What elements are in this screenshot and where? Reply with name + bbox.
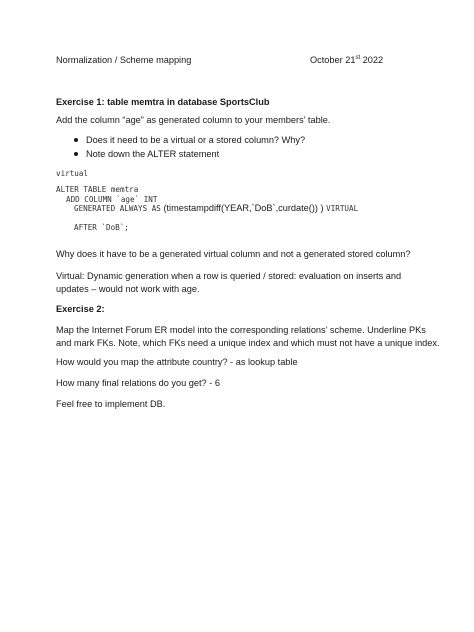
code-line-4: AFTER `DoB`; — [74, 223, 129, 232]
bullet-marker — [74, 138, 78, 142]
exercise2-para-line-1: Map the Internet Forum ER model into the corresponding relations’ scheme. Underline PKs — [56, 325, 426, 335]
exercise1-instruction: Add the column “age” as generated column to your members’ table. — [56, 115, 331, 125]
document-date — [310, 54, 383, 66]
exercise1-answer-line-1: Virtual: Dynamic generation when a row is queried / stored: evaluation on inserts and — [56, 271, 402, 281]
date-ordinal: st — [355, 55, 361, 61]
code-line-3-start: GENERATED ALWAYS AS — [74, 204, 161, 213]
code-line-2: ADD COLUMN `age` INT — [66, 195, 158, 204]
exercise1-question: Why does it have to be a generated virtual column and not a generated stored column? — [56, 249, 411, 259]
code-line-3 — [74, 202, 358, 215]
exercise2-para-line-2: and mark FKs. Note, which FKs need a unique index and which must not have a unique index. — [56, 338, 440, 348]
exercise2-question-country: How would you map the attribute country? - as lookup table — [56, 357, 298, 367]
exercise2-closing: Feel free to implement DB. — [56, 399, 166, 409]
answer-virtual: virtual — [56, 169, 89, 178]
exercise1-bullet-1: Does it need to be a virtual or a stored column? Why? — [86, 135, 306, 145]
bullet-marker — [74, 152, 78, 156]
document-title: Normalization / Scheme mapping — [56, 55, 192, 65]
exercise2-heading: Exercise 2: — [56, 304, 105, 314]
exercise1-answer-line-2: updates – would not work with age. — [56, 284, 200, 294]
code-line-3-end: VIRTUAL — [326, 204, 359, 213]
code-line-1: ALTER TABLE memtra — [56, 185, 139, 194]
exercise1-bullet-2: Note down the ALTER statement — [86, 149, 220, 159]
date-year: 2022 — [360, 55, 384, 65]
date-prefix: October 21 — [310, 55, 356, 65]
exercise2-question-relations: How many final relations do you get? - 6 — [56, 378, 220, 388]
code-line-3-expression: (timestampdiff(YEAR,`DoB`,curdate()) ) — [163, 203, 324, 213]
exercise1-heading: Exercise 1: table memtra in database SportsClub — [56, 97, 270, 107]
